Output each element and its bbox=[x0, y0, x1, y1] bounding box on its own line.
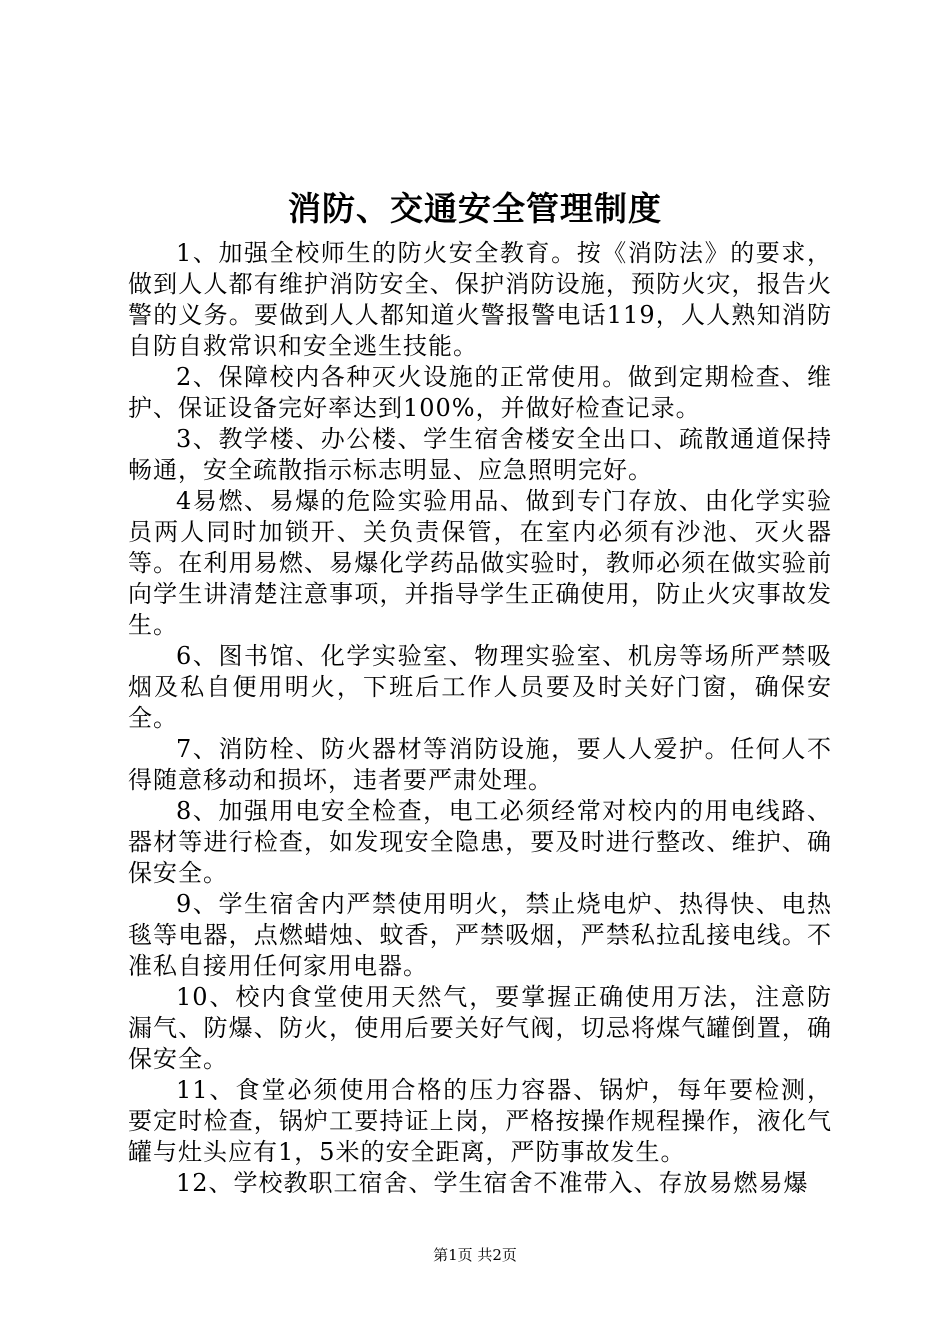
paragraph-6: 6、图书馆、化学实验室、物理实验室、机房等场所严禁吸烟及私自便用明火，下班后工作人员要及时关好门窗，确保安全。 bbox=[128, 642, 832, 732]
paragraph-4: 4易燃、易爆的危险实验用品、做到专门存放、由化学实验员两人同时加锁开、关负责保管，在室内必须有沙池、灭火器等。在利用易燃、易爆化学药品做实验时，教师必须在做实验前向学生讲清楚注意事项，并指导学生正确使用，防止火灾事故发生。 bbox=[128, 487, 832, 639]
page-number-footer: 第1页 共2页 bbox=[433, 1246, 517, 1264]
document-title: 消防、交通安全管理制度 bbox=[288, 189, 662, 228]
paragraph-12: 12、学校教职工宿舍、学生宿舍不准带入、存放易燃易爆 bbox=[176, 1169, 809, 1197]
document-body bbox=[128, 238, 832, 1199]
paragraph-2: 2、保障校内各种灭火设施的正常使用。做到定期检查、维护、保证设备完好率达到100%，并做好检查记录。 bbox=[128, 363, 832, 422]
paragraph-1: 1、加强全校师生的防火安全教育。按《消防法》的要求，做到人人都有维护消防安全、保护消防设施，预防火灾，报告火警的义务。要做到人人都知道火警报警电话119，人人熟知消防自防自救常识和安全逃生技能。 bbox=[128, 239, 832, 360]
paragraph-11: 11、食堂必须使用合格的压力容器、锅炉，每年要检测，要定时检查，锅炉工要持证上岗，严格按操作规程操作，液化气罐与灶头应有1，5米的安全距离，严防事故发生。 bbox=[128, 1076, 832, 1166]
paragraph-9: 9、学生宿舍内严禁使用明火，禁止烧电炉、热得快、电热毯等电器，点燃蜡烛、蚊香，严禁吸烟，严禁私拉乱接电线。不准私自接用任何家用电器。 bbox=[128, 890, 832, 980]
paragraph-10: 10、校内食堂使用天然气，要掌握正确使用万法，注意防漏气、防爆、防火，使用后要关好气阀，切忌将煤气罐倒置，确保安全。 bbox=[128, 983, 832, 1073]
paragraph-7: 7、消防栓、防火器材等消防设施，要人人爱护。任何人不得随意移动和损坏，违者要严肃处理。 bbox=[128, 735, 832, 794]
paragraph-3: 3、教学楼、办公楼、学生宿舍楼安全出口、疏散通道保持畅通，安全疏散指示标志明显、应急照明完好。 bbox=[128, 425, 832, 484]
paragraph-8: 8、加强用电安全检查，电工必须经常对校内的用电线路、器材等进行检查，如发现安全隐患，要及时进行整改、维护、确保安全。 bbox=[128, 797, 832, 887]
